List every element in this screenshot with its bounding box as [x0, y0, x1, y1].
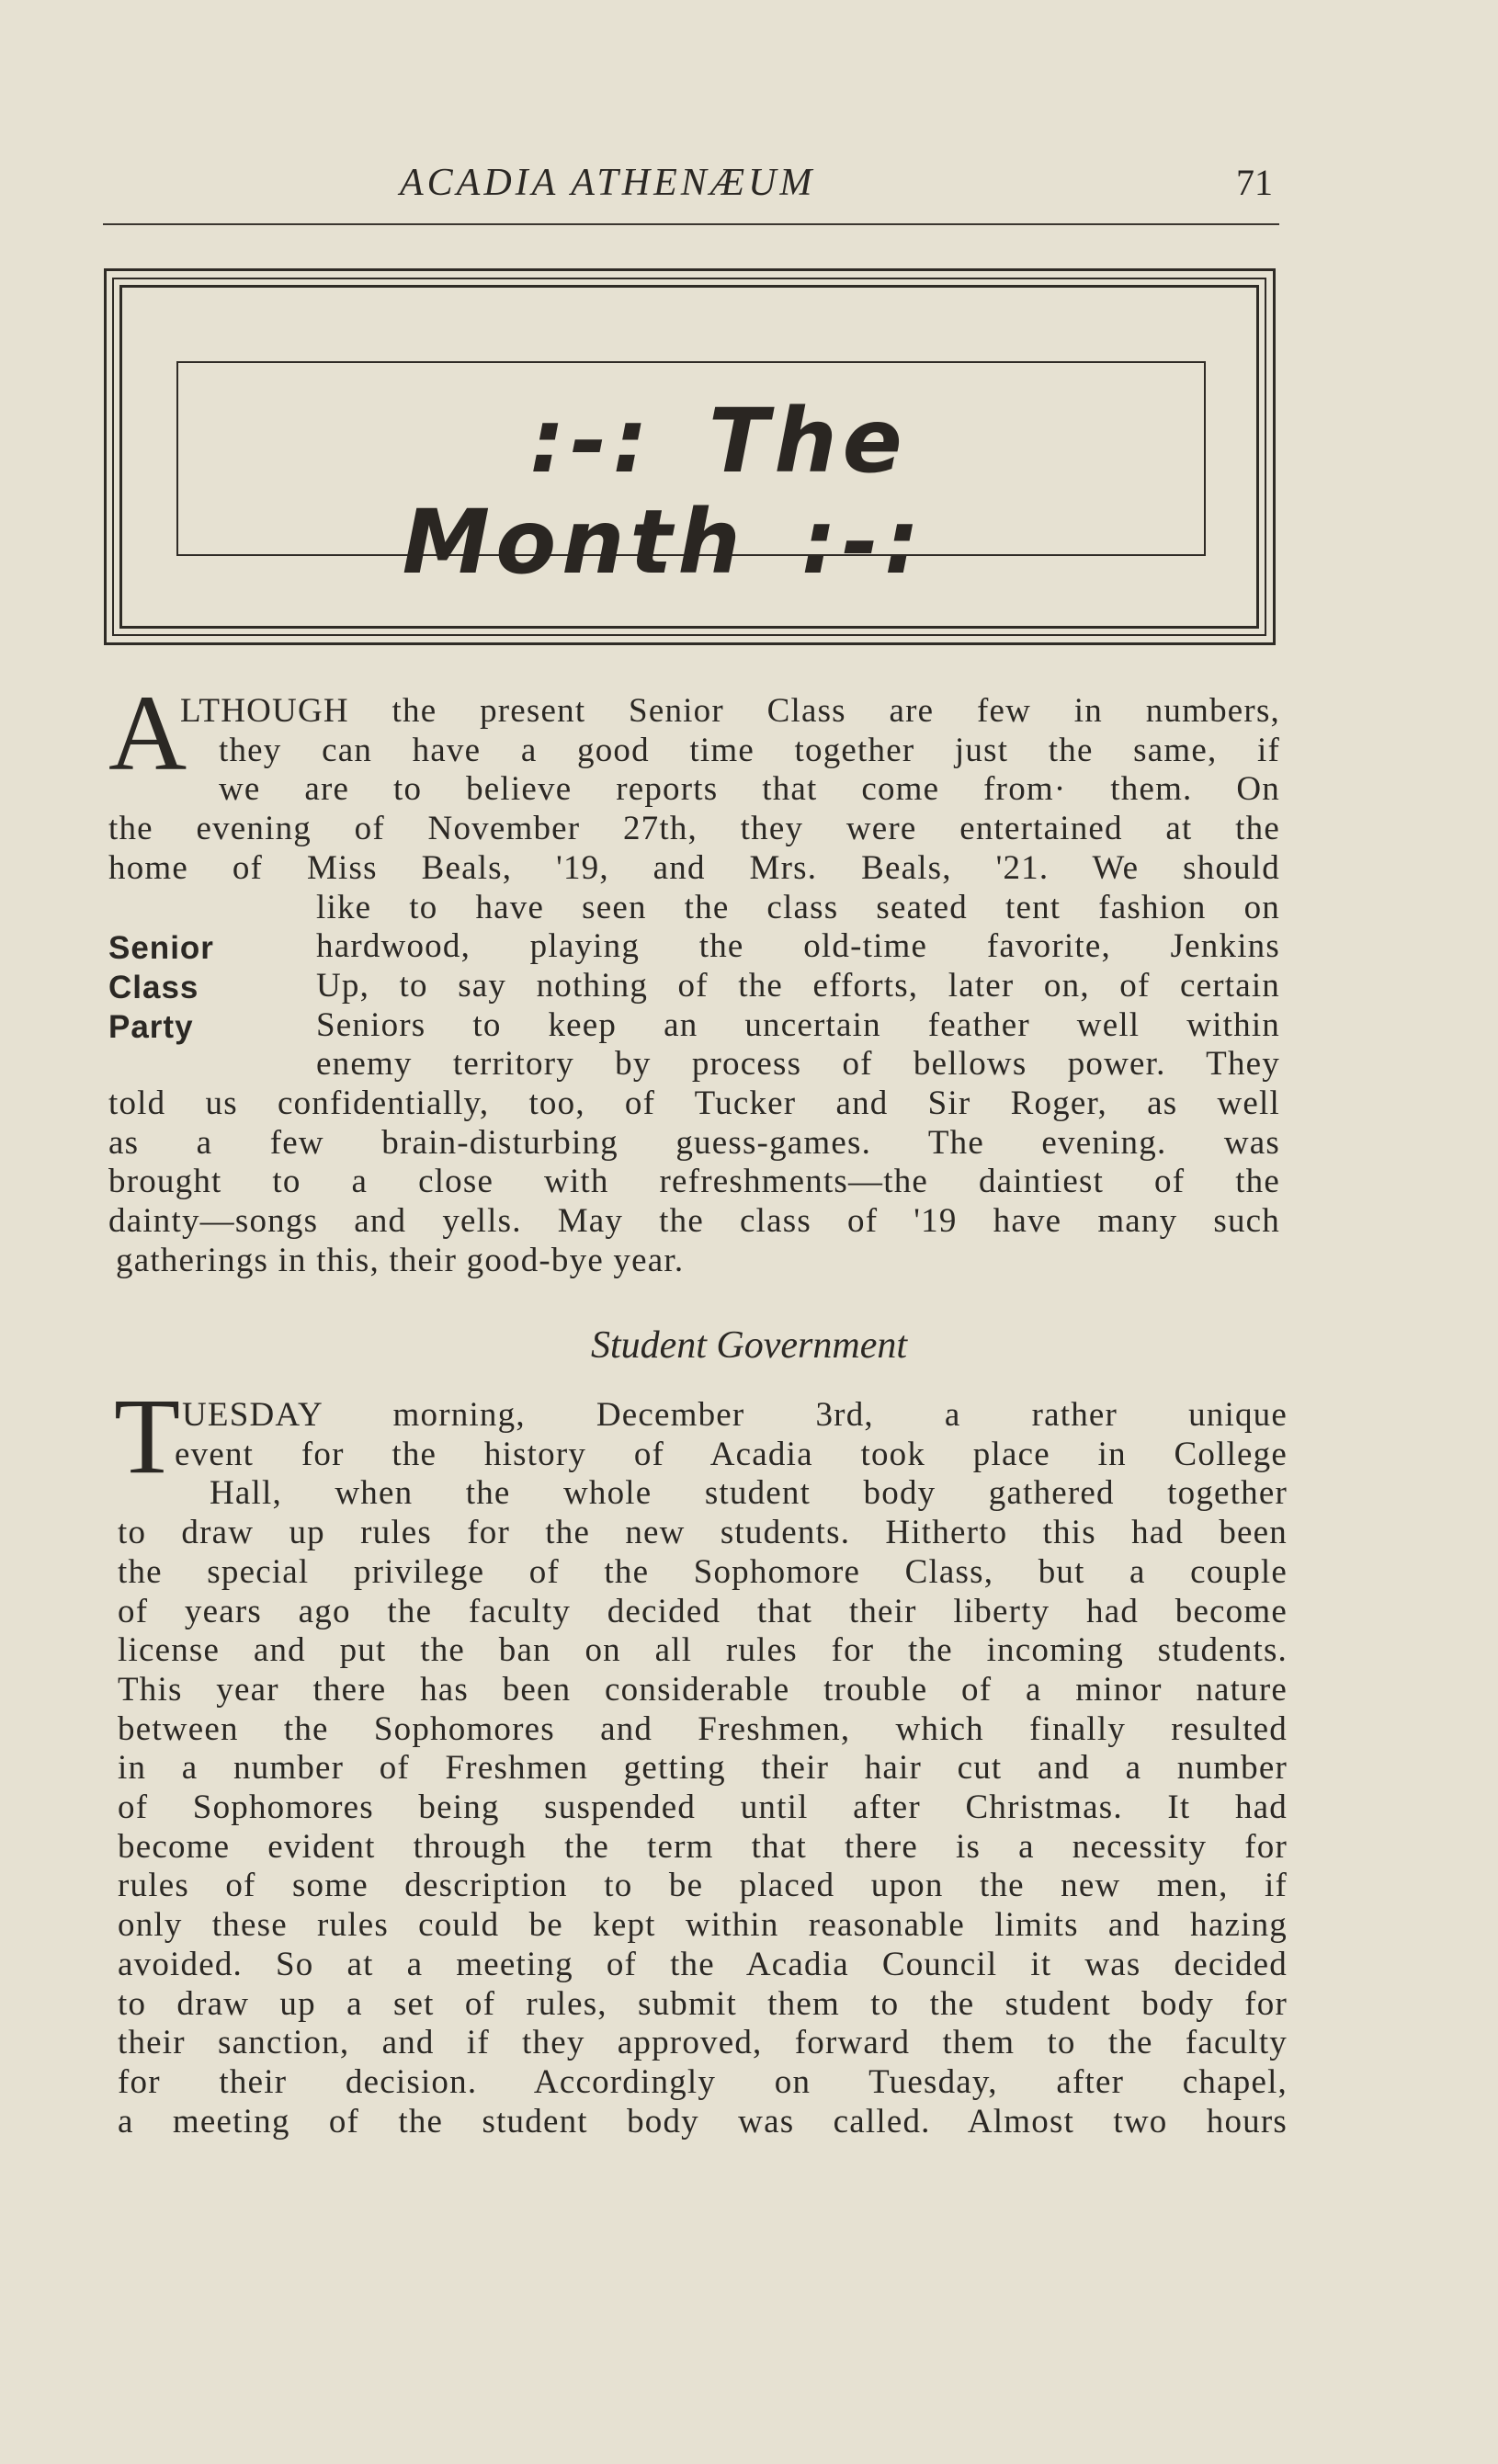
- text-line: only these rules could be kept within reasonable limits and hazing: [118, 1906, 1288, 1945]
- text-line: Up, to say nothing of the efforts, later on, of certain: [316, 966, 1280, 1005]
- text-line: event for the history of Acadia took place in College: [175, 1435, 1288, 1473]
- text-line: we are to believe reports that come from· them. On: [219, 770, 1280, 809]
- text-line: in a number of Freshmen getting their hair cut and a number: [118, 1749, 1288, 1788]
- side-heading-line: Senior: [108, 930, 214, 966]
- text-line: UESDAY morning, December 3rd, a rather unique: [182, 1396, 1288, 1434]
- text-line: the special privilege of the Sophomore Class, but a couple: [118, 1552, 1288, 1591]
- article-senior-class-party: [108, 692, 1280, 1281]
- text-line: a meeting of the student body was called. Almost two hours: [118, 2102, 1288, 2140]
- text-line: told us confidentially, too, of Tucker and Sir Roger, as well: [108, 1084, 1280, 1123]
- ornament-right: :-:: [800, 491, 925, 594]
- drop-cap: A: [108, 673, 187, 793]
- text-line: to draw up rules for the new students. Hitherto this had been: [118, 1514, 1288, 1552]
- article-student-government: [118, 1396, 1288, 2141]
- text-line: Seniors to keep an uncertain feather well within: [316, 1005, 1280, 1044]
- text-line: gatherings in this, their good-bye year.: [116, 1241, 685, 1279]
- text-line: enemy territory by process of bellows power. They: [316, 1045, 1280, 1084]
- running-header: [106, 161, 1273, 216]
- text-line: become evident through the term that there is a necessity for: [118, 1827, 1288, 1866]
- section-title: [176, 391, 1206, 593]
- journal-title: ACADIA ATHENÆUM: [400, 162, 816, 204]
- text-line: like to have seen the class seated tent fashion on: [316, 888, 1280, 926]
- text-line: dainty—songs and yells. May the class of '19 have many such: [108, 1202, 1280, 1241]
- text-line: rules of some description to be placed upon the new men, if: [118, 1867, 1288, 1905]
- drop-cap: T: [114, 1376, 181, 1496]
- header-rule: [103, 223, 1279, 225]
- text-line: they can have a good time together just the same, if: [219, 731, 1280, 769]
- text-line: brought to a close with refreshments—the daintiest of the: [108, 1163, 1280, 1201]
- text-line: as a few brain-disturbing guess-games. The evening. was: [108, 1123, 1280, 1162]
- text-line: to draw up a set of rules, submit them to the student body for: [118, 1984, 1288, 2023]
- side-heading-line: Party: [108, 1009, 194, 1045]
- text-line: avoided. So at a meeting of the Acadia Council it was decided: [118, 1945, 1288, 1983]
- text-line: license and put the ban on all rules for the incoming students.: [118, 1631, 1288, 1670]
- text-line: home of Miss Beals, '19, and Mrs. Beals, '21. We should: [108, 848, 1280, 887]
- ornament-left: :-:: [529, 390, 653, 493]
- side-heading-line: Class: [108, 970, 199, 1005]
- section-title-text: The Month: [402, 390, 908, 594]
- text-line: for their decision. Accordingly on Tuesday, after chapel,: [118, 2062, 1288, 2101]
- text-line: hardwood, playing the old-time favorite, Jenkins: [316, 927, 1280, 966]
- text-line: LTHOUGH the present Senior Class are few in numbers,: [180, 692, 1280, 730]
- text-line: between the Sophomores and Freshmen, which finally resulted: [118, 1709, 1288, 1748]
- text-line: the evening of November 27th, they were entertained at the: [108, 810, 1280, 848]
- article-heading: Student Government: [590, 1324, 908, 1367]
- text-line: their sanction, and if they approved, forward them to the faculty: [118, 2024, 1288, 2062]
- text-line: This year there has been considerable trouble of a minor nature: [118, 1670, 1288, 1709]
- text-line: of years ago the faculty decided that their liberty had become: [118, 1592, 1288, 1630]
- page-number: 71: [1236, 162, 1273, 203]
- text-line: of Sophomores being suspended until after Christmas. It had: [118, 1788, 1288, 1827]
- text-line: Hall, when the whole student body gathered together: [210, 1474, 1288, 1513]
